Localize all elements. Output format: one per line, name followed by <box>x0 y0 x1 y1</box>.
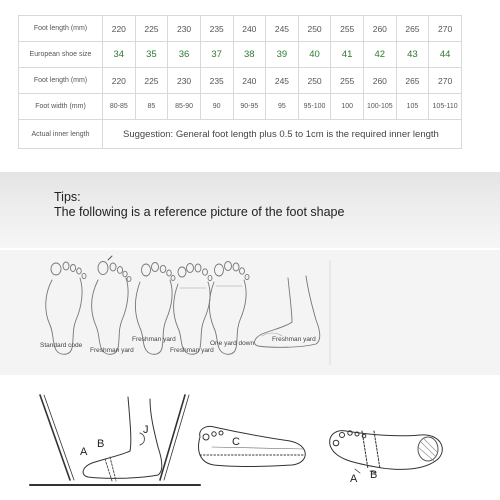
caption-freshman-yard: Freshman yard <box>132 336 176 343</box>
row-header: Foot length (mm) <box>19 16 103 42</box>
caption-freshman-yard: Freshman yard <box>90 347 134 354</box>
size-cell: 240 <box>233 16 266 42</box>
size-cell: 40 <box>298 42 331 68</box>
tips-title: Tips: <box>54 190 81 204</box>
size-cell: 80-85 <box>103 94 136 120</box>
size-cell: 260 <box>364 16 397 42</box>
size-cell: 39 <box>266 42 299 68</box>
foot-outline-icon <box>46 262 86 354</box>
label-a: A <box>80 446 88 458</box>
label-b: B <box>370 469 378 481</box>
size-cell: 90 <box>200 94 233 120</box>
size-cell: 245 <box>266 16 299 42</box>
size-cell: 85-90 <box>168 94 201 120</box>
size-cell: 260 <box>364 68 397 94</box>
sole-length-icon <box>199 426 306 466</box>
tips-text: The following is a reference picture of the foot shape <box>54 205 345 219</box>
caption-freshman-yard: Freshman yard <box>272 336 316 343</box>
size-cell: 34 <box>103 42 136 68</box>
row-header: Actual inner length <box>19 120 103 149</box>
size-cell: 38 <box>233 42 266 68</box>
size-cell: 250 <box>298 68 331 94</box>
foot-outline-icon <box>174 264 213 355</box>
size-cell: 42 <box>364 42 397 68</box>
size-cell: 230 <box>168 68 201 94</box>
size-cell: 235 <box>200 68 233 94</box>
size-cell: 220 <box>103 16 136 42</box>
size-cell: 270 <box>429 68 462 94</box>
size-cell: 220 <box>103 68 136 94</box>
size-cell: 105-110 <box>429 94 462 120</box>
row-header: Foot width (mm) <box>19 94 103 120</box>
size-cell: 95 <box>266 94 299 120</box>
size-chart-body <box>19 16 462 149</box>
size-cell: 270 <box>429 16 462 42</box>
side-foot-measure-icon <box>30 395 200 485</box>
row-header: European shoe size <box>19 42 103 68</box>
size-chart-table <box>18 15 462 149</box>
size-row <box>19 94 462 120</box>
caption-freshman-yard: Freshman yard <box>170 347 214 354</box>
size-cell: 250 <box>298 16 331 42</box>
foot-measurement-drawings <box>0 385 500 500</box>
caption-one-yard-down: One yard down <box>210 340 255 347</box>
size-row <box>19 42 462 68</box>
size-cell: 85 <box>135 94 168 120</box>
size-cell: 36 <box>168 42 201 68</box>
label-a: A <box>350 473 358 485</box>
size-cell: 255 <box>331 16 364 42</box>
foot-outline-icon <box>92 256 131 354</box>
size-cell: 225 <box>135 16 168 42</box>
row-header: Foot length (mm) <box>19 68 103 94</box>
size-cell: 44 <box>429 42 462 68</box>
label-c: C <box>232 436 240 448</box>
size-row <box>19 120 462 149</box>
size-cell: 265 <box>396 68 429 94</box>
size-cell: 35 <box>135 42 168 68</box>
size-cell: 105 <box>396 94 429 120</box>
size-cell: 245 <box>266 68 299 94</box>
size-cell: 43 <box>396 42 429 68</box>
foot-shape-drawings <box>0 250 500 375</box>
size-cell: 265 <box>396 16 429 42</box>
size-cell: 90-95 <box>233 94 266 120</box>
size-cell: 235 <box>200 16 233 42</box>
size-cell: 240 <box>233 68 266 94</box>
size-cell: 37 <box>200 42 233 68</box>
label-b: B <box>97 438 105 450</box>
size-cell: 95-100 <box>298 94 331 120</box>
size-cell: 225 <box>135 68 168 94</box>
size-cell: 100-105 <box>364 94 397 120</box>
size-cell: 255 <box>331 68 364 94</box>
inner-length-suggestion: Suggestion: General foot length plus 0.5 to 1cm is the required inner length <box>103 120 462 149</box>
size-row <box>19 68 462 94</box>
size-cell: 230 <box>168 16 201 42</box>
caption-standard-code: Standard code <box>40 342 83 349</box>
size-cell: 100 <box>331 94 364 120</box>
size-cell: 41 <box>331 42 364 68</box>
label-j: J <box>143 424 149 436</box>
size-row <box>19 16 462 42</box>
sole-width-icon <box>330 431 443 473</box>
